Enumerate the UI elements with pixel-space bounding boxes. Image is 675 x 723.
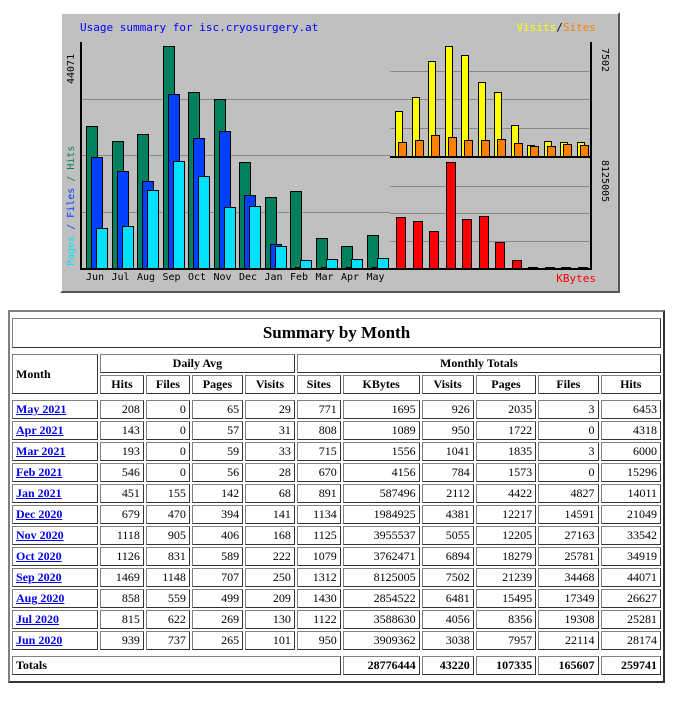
- cell-hits: 143: [100, 421, 144, 440]
- bar-sites-sep: [448, 137, 457, 156]
- cell-visits: 6481: [422, 589, 474, 608]
- cell-pages: 15495: [476, 589, 536, 608]
- cell-visits: 1041: [422, 442, 474, 461]
- cell-files: 0: [146, 421, 190, 440]
- cell-visits: 168: [245, 526, 295, 545]
- bar-pages-feb: [300, 260, 312, 268]
- cell-kbytes: 587496: [343, 484, 420, 503]
- cell-files: 831: [146, 547, 190, 566]
- cell-files: 0: [146, 400, 190, 419]
- cell-hits: 6000: [601, 442, 661, 461]
- cell-visits: 141: [245, 505, 295, 524]
- cell-kbytes: 4156: [343, 463, 420, 482]
- cell-pages: 406: [192, 526, 243, 545]
- bar-sites-dec: [497, 139, 506, 156]
- cell-hits: 28174: [601, 631, 661, 650]
- month-link[interactable]: Nov 2020: [16, 528, 64, 542]
- month-link[interactable]: Dec 2020: [16, 507, 63, 521]
- cell-visits: 68: [245, 484, 295, 503]
- gridline: [390, 213, 590, 214]
- month-link[interactable]: Jul 2020: [16, 612, 60, 626]
- ylabel-sep1: /: [66, 217, 77, 236]
- bar-pages-sep: [173, 161, 185, 268]
- kbytes-legend: KBytes: [556, 272, 596, 285]
- cell-visits: 222: [245, 547, 295, 566]
- sub-header-row: [12, 375, 661, 394]
- x-label-jul: Jul: [111, 272, 130, 283]
- cell-files: 470: [146, 505, 190, 524]
- bar-kbytes-oct: [462, 219, 472, 268]
- cell-pages: 1722: [476, 421, 536, 440]
- cell-sites: 1122: [297, 610, 341, 629]
- table-row: [12, 484, 661, 503]
- usage-chart: [60, 12, 620, 293]
- cell-pages: 142: [192, 484, 243, 503]
- visits-ymax-label: 7502: [599, 48, 610, 73]
- month-link[interactable]: Jan 2021: [16, 486, 62, 500]
- x-label-sep: Sep: [162, 272, 181, 283]
- gridline: [82, 155, 390, 156]
- cell-hits: 34919: [601, 547, 661, 566]
- cell-files: 0: [146, 463, 190, 482]
- cell-visits: 926: [422, 400, 474, 419]
- total-hits: 259741: [601, 656, 661, 675]
- cell-pages: 12217: [476, 505, 536, 524]
- cell-files: 19308: [538, 610, 598, 629]
- cell-hits: 858: [100, 589, 144, 608]
- cell-files: 559: [146, 589, 190, 608]
- cell-visits: 2112: [422, 484, 474, 503]
- cell-hits: 4318: [601, 421, 661, 440]
- left-ylabel: [66, 146, 77, 266]
- ylabel-hits: Hits: [66, 145, 77, 170]
- bar-sites-mar: [547, 146, 556, 156]
- cell-visits: 130: [245, 610, 295, 629]
- sub-header-kbytes: KBytes: [343, 375, 420, 394]
- bar-kbytes-may: [578, 267, 588, 268]
- gridline: [390, 128, 590, 129]
- sub-header-visits: Visits: [245, 375, 295, 394]
- cell-sites: 891: [297, 484, 341, 503]
- cell-files: 14591: [538, 505, 598, 524]
- cell-pages: 7957: [476, 631, 536, 650]
- month-cell: [12, 547, 98, 566]
- cell-hits: 21049: [601, 505, 661, 524]
- ylabel-pages: Pages: [66, 235, 77, 266]
- cell-kbytes: 3955537: [343, 526, 420, 545]
- cell-files: 3: [538, 442, 598, 461]
- x-label-apr: Apr: [340, 272, 360, 283]
- bar-pages-mar: [326, 259, 338, 268]
- legend-slash: /: [556, 21, 563, 34]
- cell-kbytes: 2854522: [343, 589, 420, 608]
- cell-hits: 451: [100, 484, 144, 503]
- cell-files: 3: [538, 400, 598, 419]
- x-label-may: May: [366, 272, 385, 283]
- gridline: [390, 186, 590, 187]
- cell-pages: 12205: [476, 526, 536, 545]
- cell-visits: 784: [422, 463, 474, 482]
- gridline: [390, 71, 590, 72]
- cell-visits: 31: [245, 421, 295, 440]
- sub-header-hits: Hits: [100, 375, 144, 394]
- spacer-row: [12, 396, 661, 398]
- sub-header-visits: Visits: [422, 375, 474, 394]
- month-cell: [12, 400, 98, 419]
- bar-kbytes-jan: [512, 260, 522, 268]
- table-row: [12, 589, 661, 608]
- total-visits: 43220: [422, 656, 474, 675]
- cell-sites: 715: [297, 442, 341, 461]
- cell-files: 27163: [538, 526, 598, 545]
- bar-sites-jul: [415, 140, 424, 156]
- sub-header-hits: Hits: [601, 375, 661, 394]
- bar-kbytes-dec: [495, 242, 505, 268]
- bar-kbytes-mar: [545, 267, 555, 268]
- bar-pages-may: [377, 258, 389, 268]
- table-row: [12, 421, 661, 440]
- x-label-feb: Feb: [289, 272, 309, 283]
- cell-hits: 1118: [100, 526, 144, 545]
- cell-kbytes: 1089: [343, 421, 420, 440]
- ylabel-files: Files: [66, 187, 77, 218]
- month-cell: [12, 568, 98, 587]
- month-cell: [12, 505, 98, 524]
- cell-sites: 1134: [297, 505, 341, 524]
- bar-kbytes-aug: [429, 231, 439, 268]
- x-label-oct: Oct: [187, 272, 207, 283]
- bar-pages-dec: [249, 206, 261, 268]
- month-cell: [12, 421, 98, 440]
- spacer-row: [12, 314, 661, 316]
- cell-files: 25781: [538, 547, 598, 566]
- cell-pages: 57: [192, 421, 243, 440]
- month-link[interactable]: Aug 2020: [16, 591, 65, 605]
- sub-header-files: Files: [146, 375, 190, 394]
- total-files: 165607: [538, 656, 598, 675]
- month-cell: [12, 526, 98, 545]
- x-label-nov: Nov: [213, 272, 232, 283]
- cell-kbytes: 1984925: [343, 505, 420, 524]
- month-link[interactable]: Mar 2021: [16, 444, 66, 458]
- cell-visits: 33: [245, 442, 295, 461]
- cell-visits: 209: [245, 589, 295, 608]
- cell-sites: 771: [297, 400, 341, 419]
- cell-kbytes: 3588630: [343, 610, 420, 629]
- chart-title: Usage summary for isc.cryosurgery.at: [80, 21, 319, 34]
- spacer-row: [12, 350, 661, 352]
- cell-hits: 6453: [601, 400, 661, 419]
- cell-hits: 193: [100, 442, 144, 461]
- table-row: [12, 505, 661, 524]
- sub-header-sites: Sites: [297, 375, 341, 394]
- cell-pages: 4422: [476, 484, 536, 503]
- bar-sites-nov: [481, 140, 490, 156]
- cell-hits: 14011: [601, 484, 661, 503]
- ylabel-sep2: /: [66, 169, 77, 188]
- cell-hits: 25281: [601, 610, 661, 629]
- month-cell: [12, 484, 98, 503]
- total-pages: 107335: [476, 656, 536, 675]
- cell-kbytes: 3909362: [343, 631, 420, 650]
- table-row: [12, 568, 661, 587]
- x-label-jun: Jun: [85, 272, 105, 283]
- cell-sites: 1125: [297, 526, 341, 545]
- cell-hits: 44071: [601, 568, 661, 587]
- cell-visits: 3038: [422, 631, 474, 650]
- cell-sites: 1312: [297, 568, 341, 587]
- summary-by-month-table: [8, 310, 665, 683]
- table-title-row: [12, 318, 661, 348]
- bar-kbytes-apr: [561, 267, 571, 268]
- cell-files: 905: [146, 526, 190, 545]
- bar-pages-jun: [96, 228, 108, 268]
- cell-files: 0: [538, 421, 598, 440]
- month-header: Month: [12, 354, 98, 394]
- daily-avg-header: Daily Avg: [100, 354, 295, 373]
- bar-sites-apr: [563, 144, 572, 156]
- bar-kbytes-feb: [528, 267, 538, 268]
- cell-hits: 1126: [100, 547, 144, 566]
- cell-sites: 1430: [297, 589, 341, 608]
- sub-header-pages: Pages: [192, 375, 243, 394]
- cell-hits: 939: [100, 631, 144, 650]
- cell-kbytes: 3762471: [343, 547, 420, 566]
- table-row: [12, 547, 661, 566]
- table-title: Summary by Month: [12, 318, 661, 348]
- cell-pages: 56: [192, 463, 243, 482]
- table-row: [12, 631, 661, 650]
- group-header-row: [12, 354, 661, 373]
- cell-visits: 29: [245, 400, 295, 419]
- kbytes-plot: [390, 158, 592, 270]
- bar-pages-apr: [351, 259, 363, 268]
- cell-visits: 250: [245, 568, 295, 587]
- month-cell: [12, 610, 98, 629]
- cell-pages: 8356: [476, 610, 536, 629]
- cell-files: 1148: [146, 568, 190, 587]
- bar-kbytes-sep: [446, 162, 456, 268]
- cell-pages: 707: [192, 568, 243, 587]
- bar-pages-nov: [224, 207, 236, 268]
- cell-pages: 18279: [476, 547, 536, 566]
- bar-hits-feb: [290, 191, 302, 268]
- cell-pages: 65: [192, 400, 243, 419]
- spacer-row: [12, 652, 661, 654]
- cell-kbytes: 1556: [343, 442, 420, 461]
- x-label-jan: Jan: [264, 272, 283, 283]
- cell-hits: 1469: [100, 568, 144, 587]
- bar-sites-feb: [530, 146, 539, 156]
- legend-sites: Sites: [562, 21, 596, 34]
- cell-pages: 21239: [476, 568, 536, 587]
- month-link[interactable]: Apr 2021: [16, 423, 64, 437]
- sub-header-files: Files: [538, 375, 598, 394]
- cell-sites: 808: [297, 421, 341, 440]
- cell-visits: 4056: [422, 610, 474, 629]
- cell-files: 737: [146, 631, 190, 650]
- bar-pages-aug: [147, 190, 159, 268]
- monthly-totals-header: Monthly Totals: [297, 354, 661, 373]
- bar-sites-jan: [514, 143, 523, 156]
- cell-hits: 15296: [601, 463, 661, 482]
- bar-pages-oct: [198, 176, 210, 268]
- cell-pages: 499: [192, 589, 243, 608]
- visits-sites-plot: [390, 42, 592, 158]
- cell-hits: 208: [100, 400, 144, 419]
- cell-pages: 1573: [476, 463, 536, 482]
- bar-kbytes-nov: [479, 216, 489, 268]
- cell-files: 0: [538, 463, 598, 482]
- bar-sites-aug: [431, 135, 440, 156]
- cell-pages: 269: [192, 610, 243, 629]
- cell-visits: 5055: [422, 526, 474, 545]
- cell-pages: 2035: [476, 400, 536, 419]
- cell-visits: 950: [422, 421, 474, 440]
- cell-pages: 394: [192, 505, 243, 524]
- bar-sites-may: [580, 145, 589, 156]
- gridline: [390, 99, 590, 100]
- gridline: [82, 99, 390, 100]
- totals-label: Totals: [12, 656, 341, 675]
- cell-pages: 1835: [476, 442, 536, 461]
- left-ymax-label: 44071: [66, 53, 77, 84]
- table-row: [12, 463, 661, 482]
- cell-hits: 546: [100, 463, 144, 482]
- cell-sites: 950: [297, 631, 341, 650]
- cell-visits: 7502: [422, 568, 474, 587]
- cell-files: 155: [146, 484, 190, 503]
- cell-kbytes: 8125005: [343, 568, 420, 587]
- table-row: [12, 400, 661, 419]
- cell-hits: 679: [100, 505, 144, 524]
- x-label-mar: Mar: [315, 272, 334, 283]
- month-link[interactable]: Feb 2021: [16, 465, 63, 479]
- visits-sites-legend: [517, 21, 597, 34]
- totals-row: [12, 656, 661, 675]
- month-cell: [12, 442, 98, 461]
- month-link[interactable]: Sep 2020: [16, 570, 62, 584]
- total-kbytes: 28776444: [343, 656, 420, 675]
- cell-visits: 101: [245, 631, 295, 650]
- cell-kbytes: 1695: [343, 400, 420, 419]
- bar-sites-oct: [464, 140, 473, 156]
- cell-files: 0: [146, 442, 190, 461]
- cell-pages: 265: [192, 631, 243, 650]
- cell-visits: 28: [245, 463, 295, 482]
- cell-pages: 589: [192, 547, 243, 566]
- table-row: [12, 526, 661, 545]
- bar-pages-jul: [122, 226, 134, 268]
- sub-header-pages: Pages: [476, 375, 536, 394]
- cell-visits: 6894: [422, 547, 474, 566]
- bar-kbytes-jul: [413, 221, 423, 268]
- cell-sites: 670: [297, 463, 341, 482]
- hits-files-pages-plot: [80, 42, 390, 270]
- table-row: [12, 610, 661, 629]
- legend-visits: Visits: [516, 21, 557, 34]
- bar-kbytes-jun: [396, 217, 406, 268]
- x-label-aug: Aug: [136, 272, 156, 283]
- month-link[interactable]: Jun 2020: [16, 633, 63, 647]
- cell-visits: 4381: [422, 505, 474, 524]
- cell-files: 22114: [538, 631, 598, 650]
- cell-pages: 59: [192, 442, 243, 461]
- kbytes-ymax-label: 8125005: [599, 160, 610, 203]
- x-label-dec: Dec: [238, 272, 258, 283]
- month-cell: [12, 589, 98, 608]
- cell-sites: 1079: [297, 547, 341, 566]
- table-row: [12, 442, 661, 461]
- bar-sites-jun: [398, 142, 407, 156]
- bar-pages-jan: [275, 246, 287, 268]
- table-body: [12, 400, 661, 650]
- spacer-row: [12, 677, 661, 679]
- cell-files: 34468: [538, 568, 598, 587]
- cell-hits: 815: [100, 610, 144, 629]
- cell-files: 622: [146, 610, 190, 629]
- cell-files: 4827: [538, 484, 598, 503]
- cell-files: 17349: [538, 589, 598, 608]
- month-cell: [12, 631, 98, 650]
- month-link[interactable]: May 2021: [16, 402, 67, 416]
- cell-hits: 33542: [601, 526, 661, 545]
- month-link[interactable]: Oct 2020: [16, 549, 62, 563]
- month-cell: [12, 463, 98, 482]
- cell-hits: 26627: [601, 589, 661, 608]
